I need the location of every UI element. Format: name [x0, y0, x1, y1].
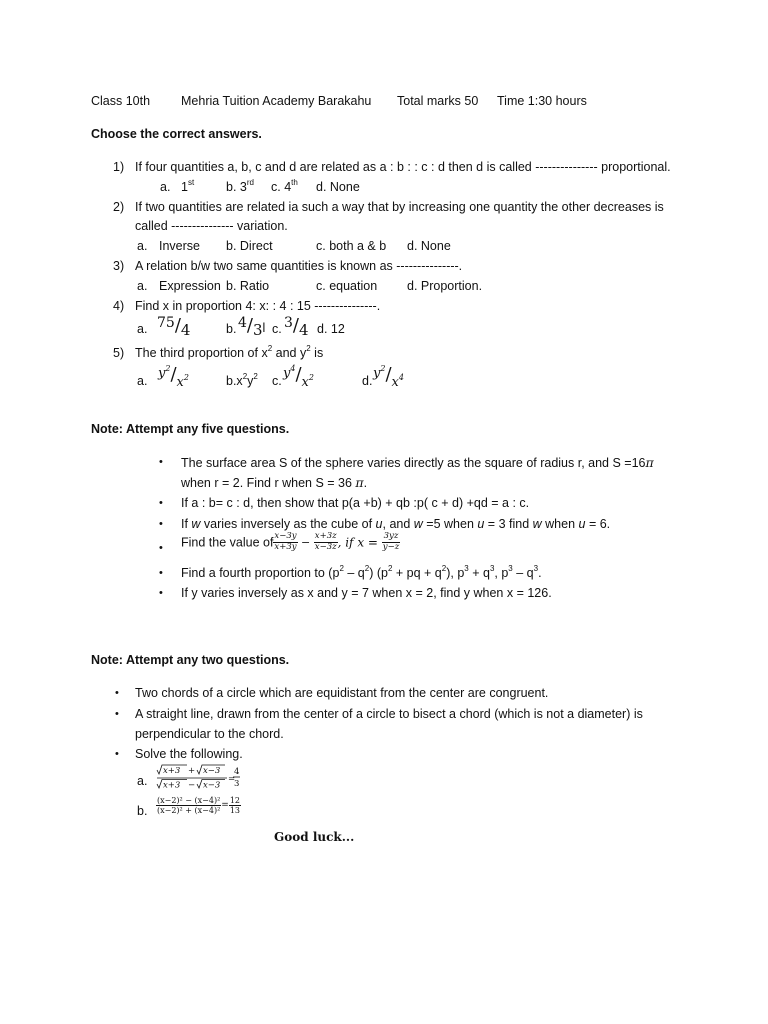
q3-number: 3)	[113, 259, 125, 273]
q4-option-c: 3/4	[284, 315, 309, 339]
class-label: Class 10th	[91, 94, 151, 108]
bullet-icon: •	[159, 587, 163, 599]
q1-option-c: c. 4th	[271, 177, 298, 194]
q3-option-c: c. equation	[316, 279, 378, 293]
s3-item3: Solve the following.	[135, 747, 243, 761]
q2-text-line2: called --------------- variation.	[135, 219, 288, 233]
section3-title: Note: Attempt any two questions.	[91, 653, 290, 667]
q1-option-d: d. None	[316, 180, 360, 194]
q3-option-a-label: a.	[137, 279, 148, 293]
s2-item1-line1: The surface area S of the sphere varies directly as the square of radius r, and S =16π	[181, 455, 654, 470]
q4-number: 4)	[113, 299, 125, 313]
s3-part-a-equation	[155, 764, 245, 800]
svg-text:3: 3	[234, 779, 240, 789]
q3-option-b: b. Ratio	[226, 279, 270, 293]
s2-item6: If y varies inversely as x and y = 7 when x = 2, find y when x = 126.	[181, 586, 552, 600]
good-luck-text: Good luck...	[274, 830, 355, 844]
q2-option-c: c. both a & b	[316, 239, 387, 253]
total-marks: Total marks 50	[397, 94, 479, 108]
q5-option-b: $b.x^2y^2$	[226, 371, 258, 388]
school-name: Mehria Tuition Academy Barakahu	[181, 94, 372, 108]
q1-option-a-label: a.	[160, 180, 171, 194]
q2-option-d: d. None	[407, 239, 451, 253]
q4-option-a: 75/4	[157, 315, 191, 339]
s3-part-a-label: a.	[137, 774, 148, 788]
q5-option-d-label: d.	[362, 374, 373, 388]
s2-item2: If a : b= c : d, then show that p(a +b) + qb :p( c + d) +qd = a : c.	[181, 496, 530, 510]
q5-option-d: $y^2/x^4$	[373, 363, 404, 390]
q3-text: A relation b/w two same quantities is known as ---------------.	[135, 259, 463, 273]
s2-item1-line2: when r = 2. Find r when S = 36 π.	[181, 475, 368, 490]
q4-option-c-label: c.	[272, 322, 282, 336]
q4-text: Find x in proportion 4: x: : 4 : 15 ---------------.	[135, 299, 381, 313]
s3-item1: Two chords of a circle which are equidistant from the center are congruent.	[135, 686, 549, 700]
svg-text:+: +	[188, 766, 196, 776]
q3-option-d: d. Proportion.	[407, 279, 483, 293]
q1-number: 1)	[113, 160, 125, 174]
s2-item3: If w varies inversely as the cube of u, and w =5 when u = 3 find w when u = 6.	[181, 517, 611, 531]
q5-option-c: $y^4/x^2$	[283, 363, 314, 390]
q4-option-d: d. 12	[317, 322, 345, 336]
section2-title: Note: Attempt any five questions.	[91, 422, 290, 436]
svg-text:x−3: x−3	[203, 780, 221, 791]
bullet-icon: •	[159, 567, 163, 579]
s2-item5: Find a fourth proportion to $(p^2 - q^2) (p^2$ + pq + $q^2$), $p^3 + q^3$, $p^3 - q^3$.	[181, 563, 542, 580]
bullet-icon: •	[115, 687, 119, 699]
time-allowed: Time 1:30 hours	[497, 94, 587, 108]
q5-option-c-label: c.	[272, 374, 282, 388]
q5-option-a-label: a.	[137, 374, 148, 388]
q2-number: 2)	[113, 200, 125, 214]
q5-number: 5)	[113, 346, 125, 360]
bullet-icon: •	[159, 497, 163, 509]
svg-text:x−3: x−3	[203, 766, 221, 776]
bullet-icon: •	[115, 708, 119, 720]
q2-option-a-label: a.	[137, 239, 148, 253]
section1-title: Choose the correct answers.	[91, 127, 262, 141]
s3-part-b-equation: $\frac{\text{(x−2)² − (x−4)²}}{\text{(x−2)² + (x−4)²}}$ = $\frac{12}{13}$	[157, 796, 241, 816]
q2-text-line1: If two quantities are related ia such a way that by increasing one quantity the other decreases is	[135, 200, 664, 214]
svg-text:−: −	[188, 780, 196, 791]
bullet-icon: •	[159, 518, 163, 530]
q2-option-a: Inverse	[159, 239, 200, 253]
svg-text:=: =	[228, 774, 236, 784]
s2-item4: Find the value of $\frac{x-3y}{x+3y}$ − $\frac{x+3z}{x-3z}$ , if x = $\frac{3yz}{y-z}$	[181, 531, 400, 552]
svg-text:x+3: x+3	[163, 780, 181, 791]
s3-item2-line2: perpendicular to the chord.	[135, 727, 284, 741]
q4-option-b-label: b.	[226, 322, 237, 336]
bullet-icon: •	[159, 456, 163, 468]
bullet-icon: •	[115, 748, 119, 760]
q5-text: The third proportion of $x^2$ and $y^2$ is	[135, 343, 324, 360]
s3-part-b-label: b.	[137, 804, 148, 818]
q1-text: If four quantities a, b, c and d are related as a : b : : c : d then d is called --------------- proportional.	[135, 160, 671, 174]
q4-option-a-label: a.	[137, 322, 148, 336]
q4-option-b: 4/3l	[238, 315, 266, 339]
q1-option-a: 1st	[181, 177, 195, 194]
svg-text:4: 4	[234, 767, 240, 777]
svg-text:x+3: x+3	[163, 766, 181, 776]
bullet-icon: •	[159, 542, 163, 554]
s3-item2-line1: A straight line, drawn from the center of a circle to bisect a chord (which is not a diameter) is	[135, 707, 643, 721]
q1-option-b: b. 3rd	[226, 177, 254, 194]
q2-option-b: b. Direct	[226, 239, 273, 253]
q3-option-a: Expression	[159, 279, 221, 293]
q5-option-a: $y^2/x^2$	[158, 363, 189, 390]
